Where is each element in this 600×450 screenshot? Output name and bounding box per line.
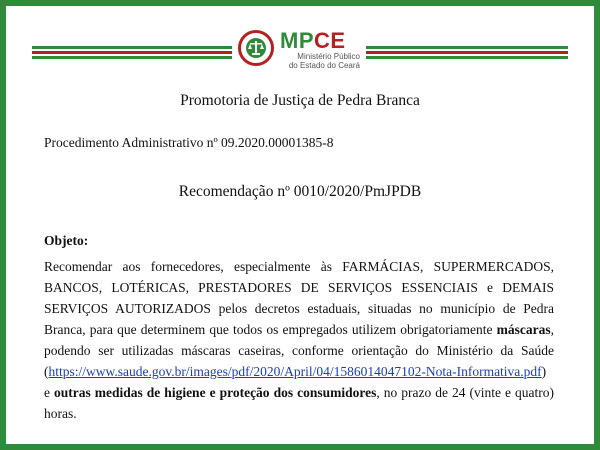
object-label: Objeto: <box>44 233 89 248</box>
letterhead-stripe-green-left <box>32 46 232 49</box>
mpce-logo-subtitle-2: do Estado do Ceará <box>288 61 360 70</box>
letterhead-stripe-red-right <box>366 51 568 54</box>
body-text-bold-masks: máscaras <box>496 322 551 337</box>
letterhead-stripe-green-left-2 <box>32 56 232 59</box>
object-description <box>44 256 554 424</box>
letterhead-stripe-green-right-2 <box>366 56 568 59</box>
body-text-bold-measures: outras medidas de higiene e proteção dos consumidores <box>54 385 377 400</box>
letterhead-stripe-red-left <box>32 51 232 54</box>
letterhead-stripe-green-right <box>366 46 568 49</box>
mpce-logo-name: MPCE <box>280 28 346 53</box>
health-ministry-link[interactable]: https://www.saude.gov.br/images/pdf/2020/April/04/1586014047102-Nota-Informativa.pdf <box>48 364 542 379</box>
body-text-part-1: Recomendar aos fornecedores, especialmente às FARMÁCIAS, SUPERMERCADOS, BANCOS, LOTÉRICAS, PRESTADORES DE SERVIÇOS ESSENCIAIS e DEMAIS SERVIÇOS AUTORIZADOS pelos decretos estaduais, situadas no município de Pedra Branca, para que determinem que todos os empregados utilizem obrigatoriamente <box>44 259 554 337</box>
procedure-number: Procedimento Administrativo nº 09.2020.00001385-8 <box>44 135 334 150</box>
body-text-part-2: , podendo ser utilizadas máscaras caseiras, conforme orientação do Ministério da Saúde ( <box>44 322 554 379</box>
recommendation-title: Recomendação nº 0010/2020/PmJPDB <box>178 183 422 200</box>
letterhead <box>6 28 594 72</box>
mpce-logo-subtitle-1: Ministério Público <box>297 52 360 61</box>
mpce-seal-icon <box>238 30 274 66</box>
mpce-logo <box>280 30 360 70</box>
body-text-part-4: , no prazo de 24 (vinte e quatro) horas. <box>44 385 555 421</box>
office-title: Promotoria de Justiça de Pedra Branca <box>180 92 420 109</box>
body-text-part-3: ) e <box>44 364 547 400</box>
